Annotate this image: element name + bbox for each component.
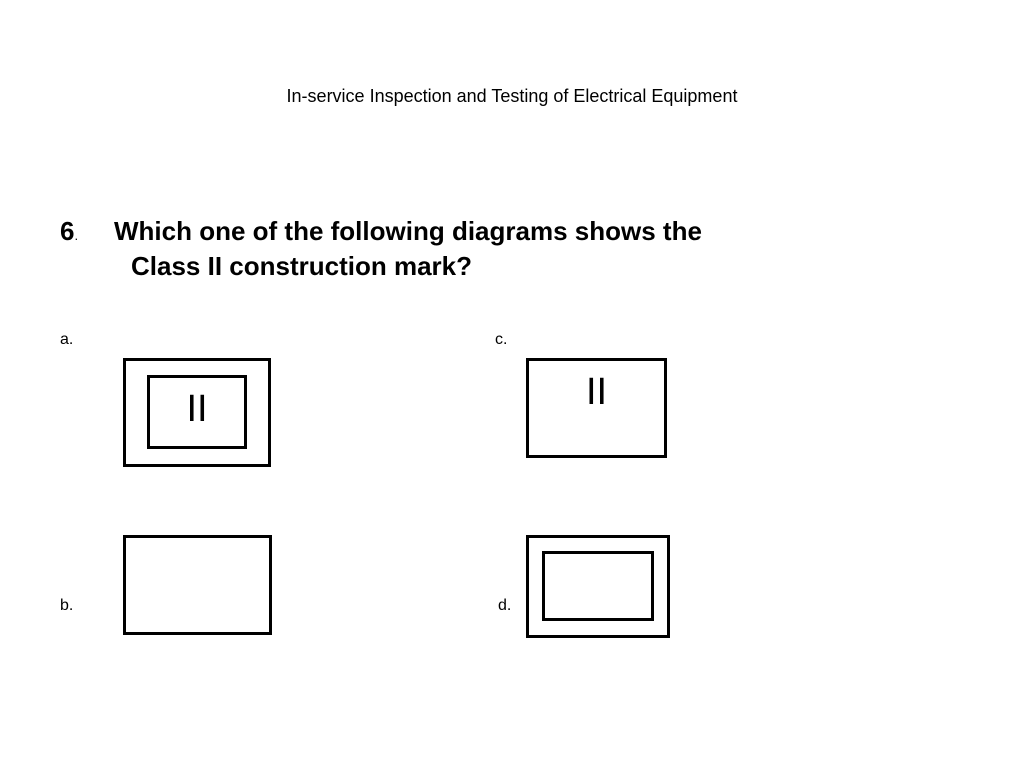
page-header-title: In-service Inspection and Testing of Electrical Equipment (286, 86, 738, 106)
option-b-label: b. (60, 597, 74, 614)
question-number-suffix: . (74, 228, 79, 243)
question-text-line1: Which one of the following diagrams shows the (114, 216, 702, 246)
option-c-label: c. (495, 331, 508, 348)
option-d-label: d. (498, 597, 512, 614)
option-a-label: a. (60, 331, 74, 348)
question-block (60, 213, 820, 281)
option-d-inner-box (542, 551, 654, 621)
question-number: 6. (60, 216, 79, 246)
option-a-class-ii-symbol: II (186, 388, 208, 430)
question-text-line2: Class II construction mark? (131, 251, 472, 281)
option-c-class-ii-symbol: II (585, 371, 608, 413)
option-b-box (123, 535, 272, 635)
